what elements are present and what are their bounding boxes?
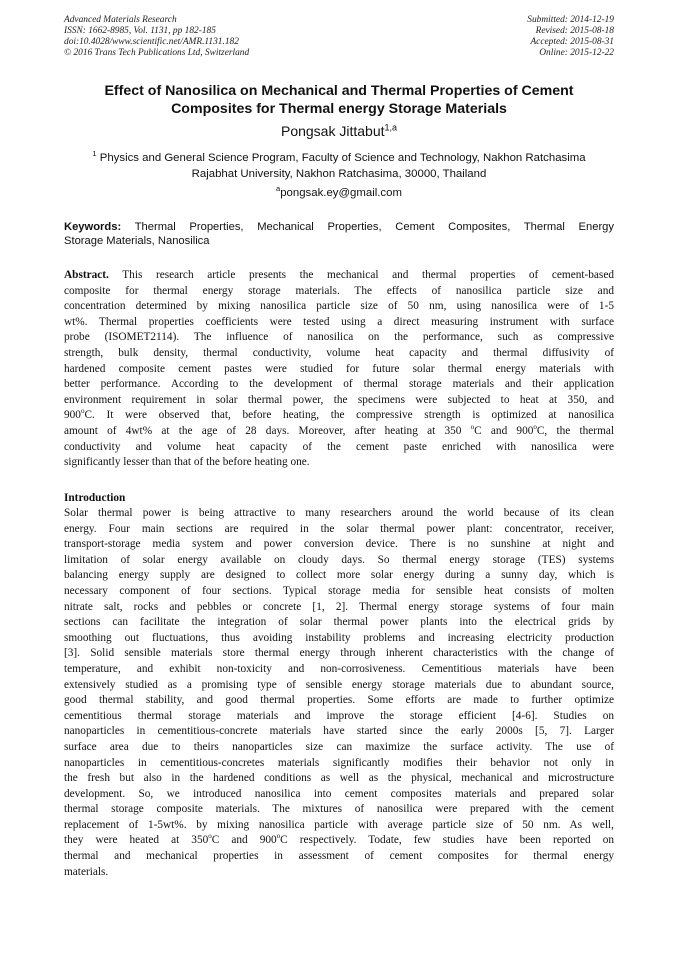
- journal-issn: ISSN: 1662-8985, Vol. 1131, pp 182-185: [64, 26, 216, 36]
- intro-line: sections can facilitate the integration of solar thermal power plants into the electrical grids by: [64, 616, 614, 629]
- abstract-line: probe (ISOMET2114). The influence of nanosilica on the performance, such as compressive: [64, 331, 614, 344]
- intro-line: [3]. Solid sensible materials store thermal energy through inherent characteristics with the change of: [64, 647, 614, 660]
- intro-line: thermal and mechanical properties in assessment of cement composites for thermal energy: [64, 850, 614, 863]
- publication-dates: [527, 15, 614, 59]
- intro-line: good thermal stability, and good thermal properties. Some efforts are made to further optimize: [64, 694, 614, 707]
- intro-line: development. So, we introduced nanosilica into cement composites materials and prepared solar: [64, 787, 614, 800]
- affiliation-line: Physics and General Science Program, Faculty of Science and Technology, Nakhon Ratchasima: [96, 152, 586, 164]
- title-line: Effect of Nanosilica on Mechanical and Thermal Properties of Cement: [104, 83, 574, 99]
- author-name: Pongsak Jittabut: [280, 123, 385, 139]
- abstract-line: environment requirement in solar thermal power, the specimens were subjected to heat at 350, and: [64, 393, 614, 406]
- affiliation-line: Rajabhat University, Nakhon Ratchasima, 30000, Thailand: [191, 168, 487, 180]
- paper-title: [40, 82, 638, 118]
- intro-line: thermal storage composite materials. The mixtures of nanosilica were prepared with the cement: [64, 803, 614, 816]
- intro-line: nitrate salt, rocks and pebbles or concrete [1, 2]. Thermal energy storage systems of four main: [64, 600, 614, 613]
- abstract-line: 900$^o$C. It were observed that, before heating, the compressive strength is optimized at nanosilica: [64, 407, 614, 422]
- abstract-line: This research article presents the mechanical and thermal properties of cement-based: [108, 269, 614, 281]
- date-online: Online: 2015-12-22: [539, 48, 614, 58]
- intro-line: surface area due to theirs nanoparticles size can maximize the surface activity. The use of: [64, 740, 614, 753]
- abstract-line: amount of 4wt% at the age of 28 days. Moreover, after heating at 350 $^o$C and 900$^o$C, the thermal: [64, 423, 615, 437]
- abstract-line: wt%. Thermal properties coefficients were tested using a direct measuring instrument with surface: [64, 315, 614, 328]
- intro-line: limitation of solar energy available on cloudy days. So thermal energy storage (TES) systems: [64, 553, 614, 566]
- date-accepted: Accepted: 2015-08-31: [530, 37, 614, 47]
- journal-copyright: © 2016 Trans Tech Publications Ltd, Switzerland: [64, 48, 250, 58]
- abstract-line: concentration determined by mixing nanosilica particle size of 50 nm, using nanosilica were of 1-5: [64, 300, 614, 313]
- introduction-body: [64, 506, 614, 880]
- journal-info: [64, 15, 249, 59]
- journal-name: Advanced Materials Research: [64, 15, 177, 25]
- email-mark: a: [276, 184, 281, 194]
- keywords: [64, 220, 614, 248]
- intro-line: replacement of 1-5wt%. by mixing nanosilica particle with average particle size of 50 nm. As well,: [64, 818, 614, 831]
- intro-line: the fresh but also in the hardened conditions as well as the physical, mechanical and microstructure: [64, 772, 614, 785]
- intro-line: Solar thermal power is being attractive to many researchers around the world because of its clean: [64, 507, 614, 519]
- intro-line: nanoparticles in cementitious-concrete materials have started since the early 2000s [5, 7]. Larger: [64, 725, 614, 738]
- author-affiliation-mark: 1,a: [384, 122, 398, 133]
- journal-doi[interactable]: doi:10.4028/www.scientific.net/AMR.1131.182: [64, 37, 239, 47]
- intro-line: necessary component of four sections. Typical storage media for sensible heat consists of molten: [64, 584, 614, 597]
- date-submitted: Submitted: 2014-12-19: [527, 15, 614, 25]
- intro-line: transport-storage media system and power conversion device. There is no sunshine at night and: [64, 538, 614, 551]
- title-line: Composites for Thermal energy Storage Materials: [171, 101, 507, 117]
- intro-line: balancing energy supply are designed to collect more solar energy during a sunny day, which is: [64, 569, 614, 582]
- author-line: [0, 123, 678, 139]
- keywords-text: Thermal Properties, Mechanical Properties, Cement Composites, Thermal Energy: [121, 221, 614, 233]
- intro-line: smoothing out fluctuations, thus avoiding instability problems and increasing electricity production: [64, 631, 614, 644]
- introduction-heading: Introduction: [64, 492, 126, 504]
- intro-line: they were heated at 350$^o$C and 900$^o$C respectively. Todate, few studies have been reported on: [64, 832, 614, 847]
- intro-line: temperature, and exhibit non-toxicity and non-corrosiveness. Cementitious materials have been: [64, 662, 614, 675]
- intro-line: nanoparticles in cementitious-concretes materials significantly modifies their behavior not only in: [64, 756, 614, 769]
- date-revised: Revised: 2015-08-18: [535, 26, 614, 36]
- abstract-line: significantly lesser than that of the before heating one.: [64, 456, 310, 469]
- abstract-line: conductivity and volume heat capacity of the cement paste enriched with nanosilica were: [64, 440, 614, 453]
- intro-line: extensively studied as a promising type of sensible energy storage materials due to abundant source,: [64, 678, 614, 691]
- abstract-label: Abstract.: [64, 269, 109, 281]
- affiliation-mark: 1: [92, 149, 97, 159]
- abstract-line: strength, bulk density, thermal conductivity, volume heat capacity and thermal diffusivity of: [64, 346, 614, 359]
- intro-line: cementitious thermal storage materials and improve the storage efficient [4-6]. Studies on: [64, 709, 614, 722]
- abstract-line: hardened composite cement pastes were studied for future solar thermal energy materials with: [64, 362, 614, 375]
- affiliation: [60, 150, 618, 182]
- email-address[interactable]: pongsak.ey@gmail.com: [280, 187, 402, 199]
- author-email[interactable]: [0, 185, 678, 201]
- intro-line: energy. Four main sections are required in the solar thermal power plant: concentrator, receiver,: [64, 522, 614, 535]
- keywords-text: Storage Materials, Nanosilica: [64, 235, 210, 247]
- abstract: [64, 268, 614, 471]
- abstract-line: composite for thermal energy storage materials. The effects of nanosilica particle size and: [64, 284, 614, 297]
- keywords-label: Keywords:: [64, 221, 122, 233]
- intro-line: materials.: [64, 865, 109, 878]
- abstract-line: better performance. According to the development of thermal storage materials and their application: [64, 378, 614, 391]
